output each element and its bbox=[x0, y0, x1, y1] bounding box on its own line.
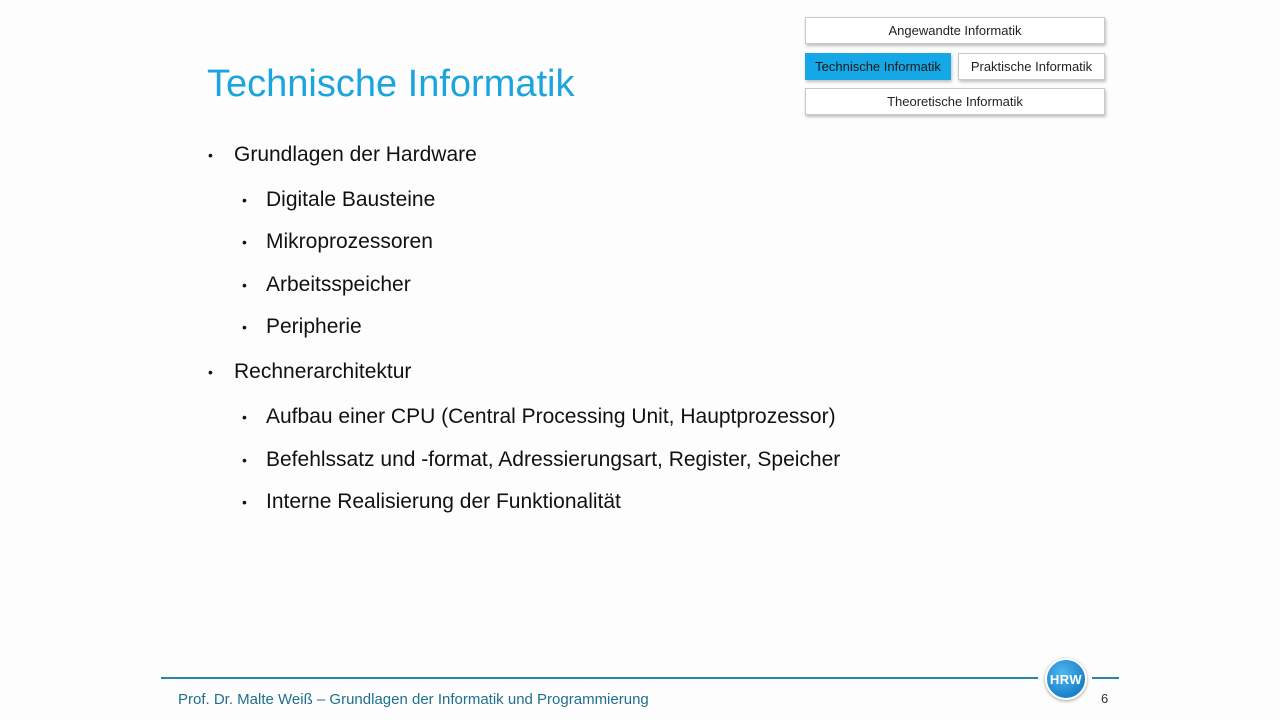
slide-title: Technische Informatik bbox=[207, 63, 575, 105]
list-item-level1: Grundlagen der Hardware bbox=[234, 143, 477, 166]
hrw-logo-icon bbox=[1045, 658, 1087, 700]
nav-praktische-informatik[interactable] bbox=[958, 53, 1105, 80]
list-item-level2: Peripherie bbox=[266, 315, 362, 338]
bullet-icon: • bbox=[208, 364, 213, 380]
bullet-icon: • bbox=[242, 452, 247, 468]
list-item-level1: Rechnerarchitektur bbox=[234, 360, 412, 383]
bullet-icon: • bbox=[242, 494, 247, 510]
list-item-level2: Mikroprozessoren bbox=[266, 230, 433, 253]
nav-theoretische-informatik[interactable] bbox=[805, 88, 1105, 115]
list-item-level2: Interne Realisierung der Funktionalität bbox=[266, 490, 621, 513]
bullet-icon: • bbox=[242, 409, 247, 425]
list-item-level2: Aufbau einer CPU (Central Processing Unit, Hauptprozessor) bbox=[266, 405, 836, 428]
page-number: 6 bbox=[1101, 691, 1109, 706]
footer-author-course: Prof. Dr. Malte Weiß – Grundlagen der Informatik und Programmierung bbox=[178, 691, 649, 708]
list-item-level2: Digitale Bausteine bbox=[266, 188, 436, 211]
bullet-icon: • bbox=[208, 147, 213, 163]
list-item-level2: Arbeitsspeicher bbox=[266, 273, 411, 296]
bullet-icon: • bbox=[242, 234, 247, 250]
nav-label: Angewandte Informatik bbox=[888, 23, 1022, 38]
nav-label: Technische Informatik bbox=[815, 59, 941, 74]
nav-technische-informatik[interactable] bbox=[805, 53, 951, 80]
footer-divider-left bbox=[161, 677, 1038, 679]
footer-divider-right bbox=[1092, 677, 1119, 679]
nav-label: Praktische Informatik bbox=[970, 59, 1093, 74]
bullet-icon: • bbox=[242, 192, 247, 208]
bullet-icon: • bbox=[242, 277, 247, 293]
nav-angewandte-informatik[interactable] bbox=[805, 17, 1105, 44]
bullet-icon: • bbox=[242, 319, 247, 335]
nav-label: Theoretische Informatik bbox=[887, 94, 1023, 109]
list-item-level2: Befehlssatz und -format, Adressierungsart, Register, Speicher bbox=[266, 448, 841, 471]
logo-text: HRW bbox=[1049, 671, 1083, 687]
